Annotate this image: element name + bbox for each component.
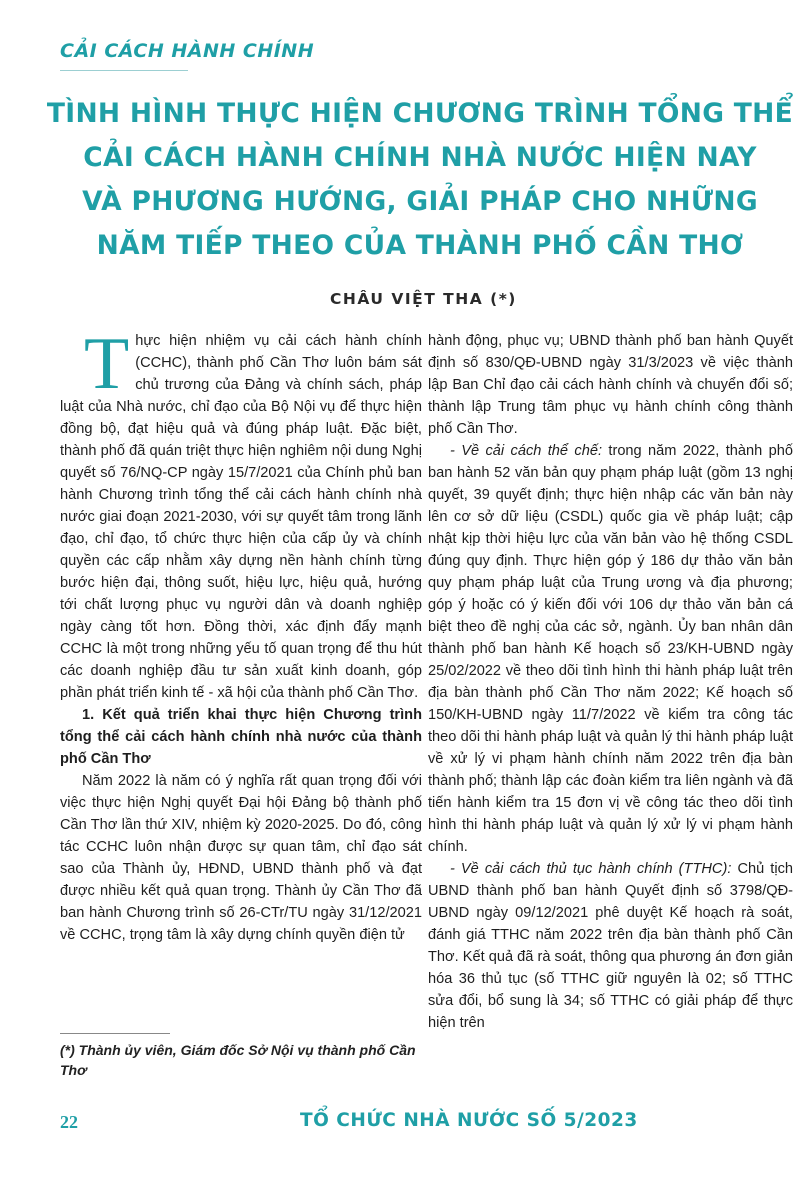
procedure-reform-label: - Về cải cách thủ tục hành chính (TTHC): xyxy=(450,861,732,877)
right-column xyxy=(428,330,793,1034)
title-line-1: TÌNH HÌNH THỰC HIỆN CHƯƠNG TRÌNH TỔNG THỂ xyxy=(46,98,794,129)
section-heading xyxy=(60,704,422,770)
title-line-4: NĂM TIẾP THEO CỦA THÀNH PHỐ CẦN THƠ xyxy=(96,230,744,261)
title-line-3: VÀ PHƯƠNG HƯỚNG, GIẢI PHÁP CHO NHỮNG xyxy=(82,186,758,217)
intro-text: hực hiện nhiệm vụ cải cách hành chính (CCHC), thành phố Cần Thơ luôn bám sát chủ trương của Đảng và chính sách, pháp luật của Nhà nước, chỉ đạo của Bộ Nội vụ để thực hiện đồng bộ, đạt hiệu quả và đúng pháp luật. Đặc biệt, thành phố đã quán triệt thực hiện nghiêm nội dung Nghị quyết số 76/NQ-CP ngày 15/7/2021 của Chính phủ ban hành Chương trình tổng thể cải cách hành chính nhà nước giai đoạn 2021-2030, với sự quyết tâm trong lãnh đạo, chỉ đạo, tổ chức thực hiện của cấp ủy và chính quyền các cấp nhằm xây dựng nền hành chính từng bước hiện đại, thông suốt, hiệu lực, hiệu quả, hướng tới chất lượng phục vụ người dân và doanh nghiệp ngày càng tốt hơn. Đồng thời, xác định đẩy mạnh CCHC là một trong những yếu tố quan trọng để thu hút các doanh nghiệp đầu tư sản xuất kinh doanh, góp phần phát triển kinh tế - xã hội của thành phố Cần Thơ. xyxy=(60,333,422,701)
continued-paragraph: hành động, phục vụ; UBND thành phố ban hành Quyết định số 830/QĐ-UBND ngày 31/3/2023 về việc thành lập Ban Chỉ đạo cải cách hành chính và chuyển đổi số; thành lập Trung tâm phục vụ hành chính công thành phố Cần Thơ. xyxy=(428,333,793,437)
paragraph-2022: Năm 2022 là năm có ý nghĩa rất quan trọng đối với việc thực hiện Nghị quyết Đại hội Đảng bộ thành phố Cần Thơ lần thứ XIV, nhiệm kỳ 2020-2025. Do đó, công tác CCHC luôn nhận được sự quan tâm, chỉ đạo sát sao của Thành ủy, HĐND, UBND thành phố và đạt được nhiều kết quả quan trọng. Thành ủy Cần Thơ đã ban hành Chương trình số 26-CTr/TU ngày 31/12/2021 về CCHC, trọng tâm là xây dựng chính quyền điện tử xyxy=(60,773,422,943)
journal-footer: TỔ CHỨC NHÀ NƯỚC SỐ 5/2023 xyxy=(300,1110,638,1131)
article-title xyxy=(40,92,800,268)
section-label: CẢI CÁCH HÀNH CHÍNH xyxy=(60,40,315,62)
drop-cap: T xyxy=(84,323,130,405)
footnote: (*) Thành ủy viên, Giám đốc Sở Nội vụ thành phố Cần Thơ xyxy=(60,1042,416,1078)
procedure-reform-text: Chủ tịch UBND thành phố ban hành Quyết định số 3798/QĐ-UBND ngày 09/12/2021 phê duyệt Kế hoạch rà soát, đánh giá TTHC năm 2022 trên địa bàn thành phố Cần Thơ. Kết quả đã rà soát, thông qua phương án đơn giản hóa 36 thủ tục (số TTHC giữ nguyên là 02; số TTHC sửa đổi, bổ sung là 34; số TTHC có giải pháp để thực hiện trên xyxy=(428,861,794,1031)
institutional-reform-text: trong năm 2022, thành phố ban hành 52 văn bản quy phạm pháp luật (gồm 13 nghị quyết, 39 quyết định; thực hiện nhập các văn bản này lên cơ sở dữ liệu (CSDL) quốc gia về pháp luật; cập nhật kịp thời hiệu lực của văn bản vào hệ thống CSDL đúng quy định. Thực hiện góp ý 186 dự thảo văn bản quy phạm pháp luật của Trung ương và địa phương; góp ý hoặc có ý kiến đối với 106 dự thảo văn bản cá biệt theo đề nghị của các sở, ngành. Ủy ban nhân dân thành phố ban hành Kế hoạch số 23/KH-UBND ngày 25/02/2022 về theo dõi tình hình thi hành pháp luật trên địa bàn thành phố Cần Thơ năm 2022; Kế hoạch số 150/KH-UBND ngày 11/7/2022 về kiểm tra công tác theo dõi thi hành pháp luật và quản lý thi hành pháp luật về xử lý vi phạm hành chính năm 2022 trên địa bàn thành phố; thành lập các đoàn kiểm tra liên ngành và đã tiến hành kiểm tra 15 đơn vị về công tác theo dõi tình hình thi hành pháp luật và quản lý xử lý vi phạm hành chính. xyxy=(428,443,793,855)
institutional-reform-label: - Về cải cách thể chế: xyxy=(450,443,603,459)
title-line-2: CẢI CÁCH HÀNH CHÍNH NHÀ NƯỚC HIỆN NAY xyxy=(83,142,757,173)
section-heading-text: 1. Kết quả triển khai thực hiện Chương trình tổng thể cải cách hành chính nhà nước của thành phố Cần Thơ xyxy=(60,707,422,767)
section-divider xyxy=(60,70,188,71)
intro-paragraph xyxy=(60,323,422,704)
left-column xyxy=(60,323,422,946)
author-byline: CHÂU VIỆT THA (*) xyxy=(330,290,517,308)
institutional-reform-paragraph xyxy=(428,440,793,858)
procedure-reform-paragraph xyxy=(428,858,793,1034)
page-number: 22 xyxy=(60,1112,78,1132)
footnote-divider xyxy=(60,1033,170,1034)
